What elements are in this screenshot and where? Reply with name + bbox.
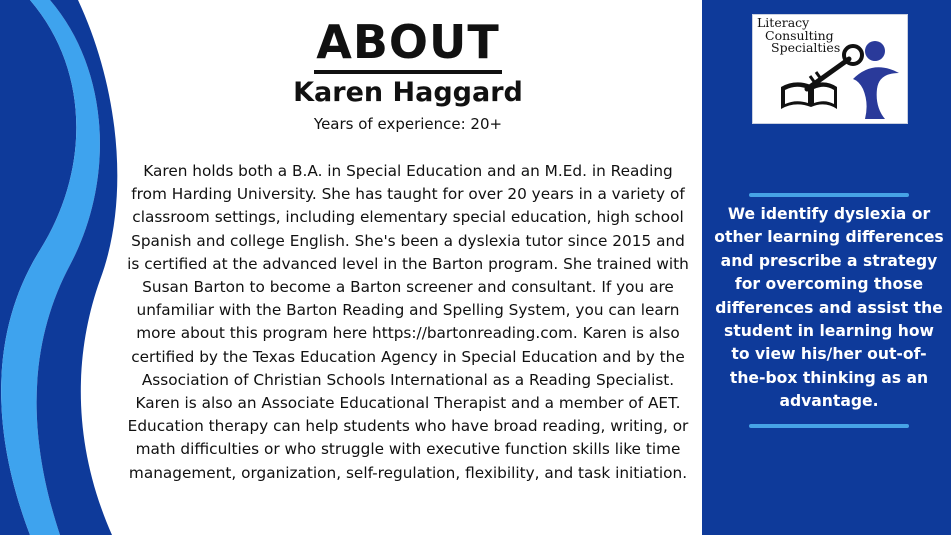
logo-line: Consulting: [765, 27, 834, 43]
bio-paragraph: Karen is also an Associate Educational Therapist and a member of AET. Education therapy can help students who have broad reading, writing, or math difficulties or who struggle with executive function skills like time management, organization, self-regulation, flexibility, and task initiation.: [127, 394, 689, 482]
bio-paragraph: Karen holds both a B.A. in Special Education and an M.Ed. in Reading from Harding University. She has taught for over 20 years in a variety of classroom settings, including elementary special education, high school Spanish and college English. She's been a dyslexia tutor since 2015 and is certified at the advanced level in the Barton program. She trained with Susan Barton to become a Barton screener and consultant. If you are unfamiliar with the Barton Reading and Spelling System, you can learn more about this program here https://bartonreading.com. Karen is also certified by the Texas Education Agency in Special Education and by the Association of Christian Schools International as a Reading Specialist.: [127, 162, 689, 389]
logo: [752, 14, 908, 124]
person-name: Karen Haggard: [293, 77, 523, 108]
page-title: ABOUT: [314, 14, 502, 74]
side-panel: [702, 0, 951, 535]
divider-bottom: [749, 424, 909, 428]
bio-text: [118, 160, 698, 485]
logo-line: Specialties: [771, 40, 841, 55]
experience-text: Years of experience: 20+: [313, 115, 503, 133]
mission-statement: We identify dyslexia or other learning differences and prescribe a strategy for overcoming those differences and assist the student in learning how to view his/her out-of-the-box thinking as an advantage.: [714, 205, 944, 411]
divider-top: [749, 193, 909, 197]
about-section: [118, 0, 698, 535]
left-wave-decoration: [0, 0, 130, 535]
logo-line: Literacy: [757, 15, 810, 30]
logo-wordmark: [757, 17, 857, 55]
